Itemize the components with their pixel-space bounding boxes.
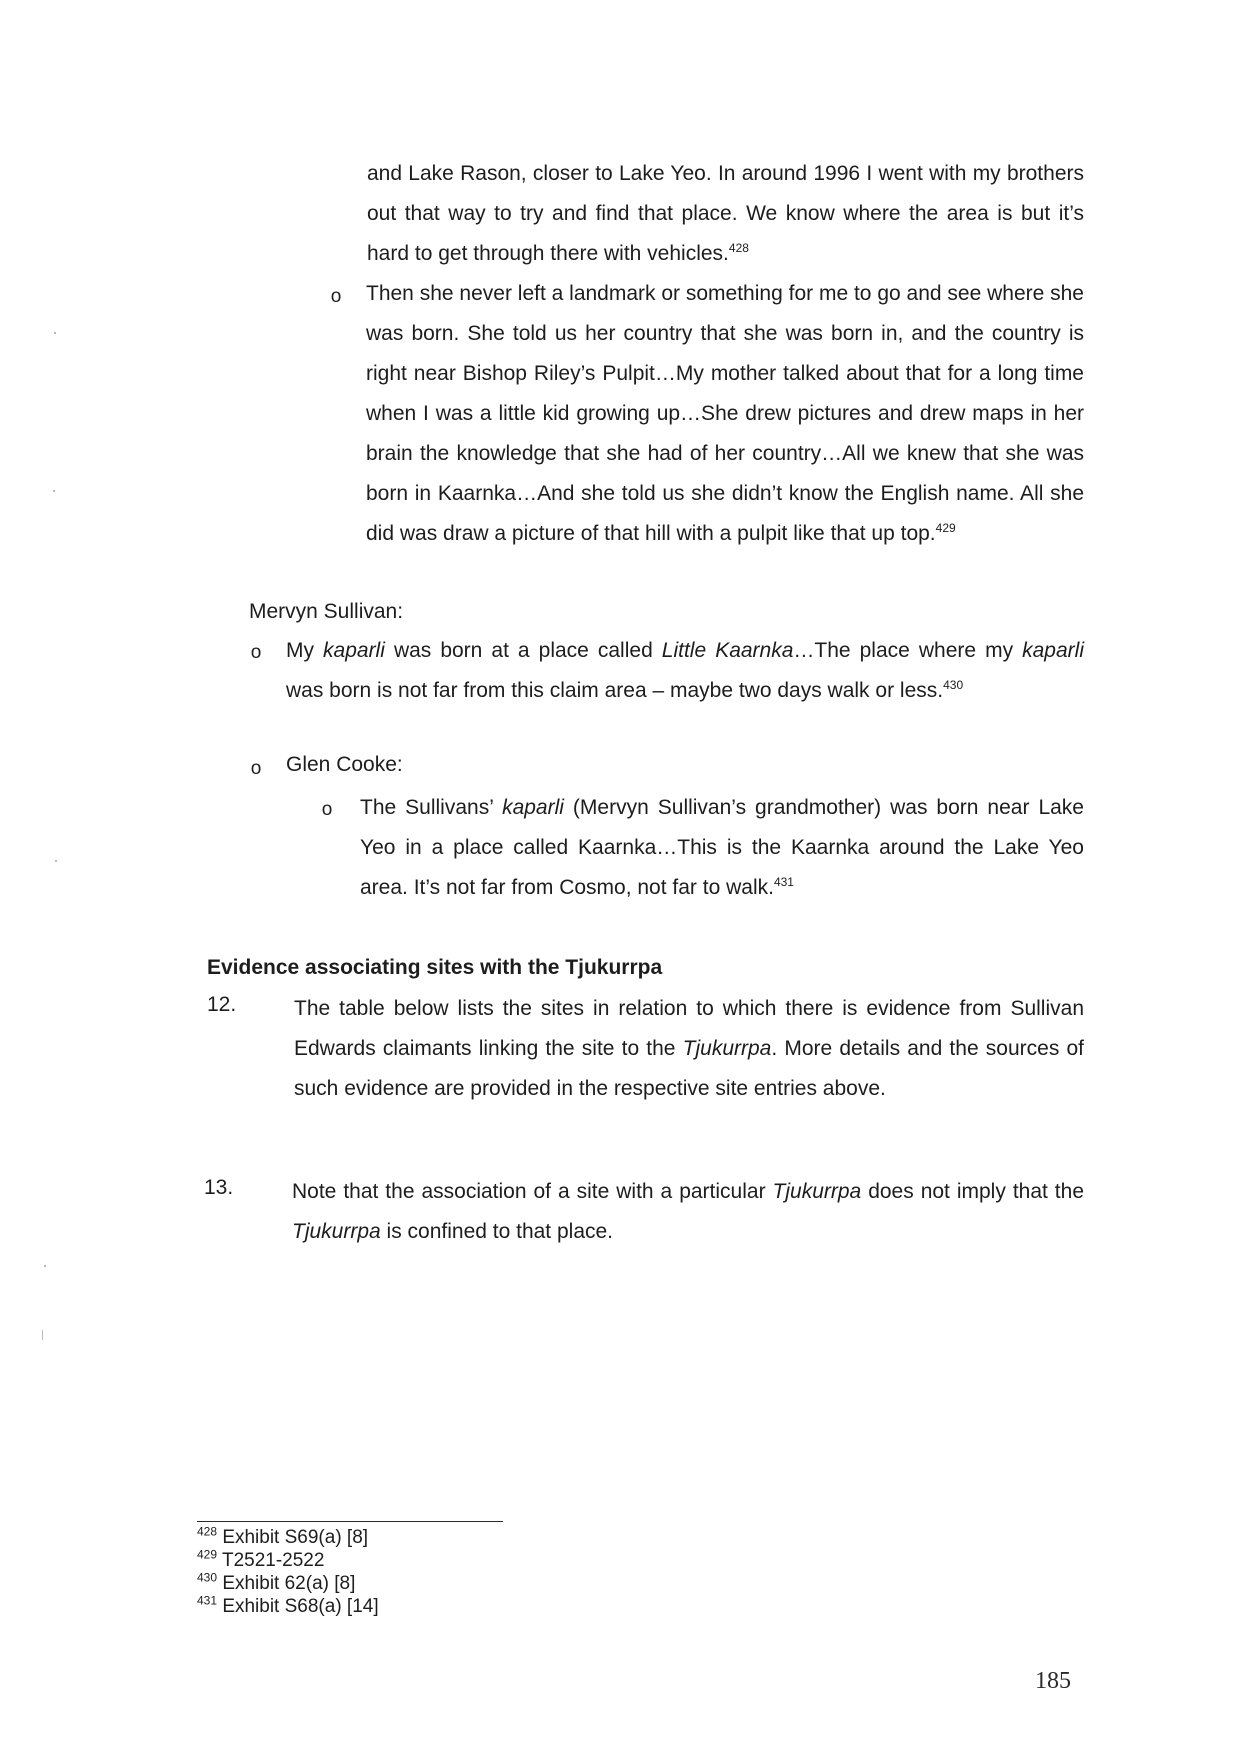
body-text: is confined to that place. <box>380 1220 614 1243</box>
footnote <box>197 1572 355 1595</box>
scan-speck <box>54 332 56 334</box>
footnote-ref[interactable]: 430 <box>943 678 964 692</box>
footnote-ref[interactable]: 428 <box>728 241 749 255</box>
quote-text: was born at a place called <box>384 639 662 662</box>
quote-italic: kaparli <box>502 796 564 819</box>
footnote <box>197 1549 324 1572</box>
quote-italic: Little Kaarnka <box>661 639 794 662</box>
footnote-ref[interactable]: 429 <box>935 521 956 535</box>
footnote-text: Exhibit 62(a) [8] <box>222 1573 356 1594</box>
quote-text: My <box>286 639 324 662</box>
quote-text: …The place where my <box>793 639 1023 662</box>
quote-text: and Lake Rason, closer to Lake Yeo. In around 1996 I went with my brothers out that way to try and find that place. We know where the area is but it’s hard to get through there with vehicles. <box>367 162 1084 265</box>
scan-speck <box>42 1330 43 1340</box>
body-italic: Tjukurrpa <box>292 1220 381 1243</box>
paragraph-12 <box>294 989 1084 1109</box>
footnote-separator <box>197 1521 503 1522</box>
bullet-marker: o <box>321 799 333 820</box>
bullet-marker: o <box>250 642 262 663</box>
body-italic: Tjukurrpa <box>682 1037 772 1060</box>
quote-paragraph-mervyn <box>286 631 1084 711</box>
body-text: Note that the association of a site with a particular <box>292 1180 773 1203</box>
body-italic: Tjukurrpa <box>772 1180 862 1203</box>
footnote-text: Exhibit S68(a) [14] <box>222 1596 379 1617</box>
quote-text: Then she never left a landmark or something for me to go and see where she was born. She told us her country that she was born in, and the country is right near Bishop Riley’s Pulpit…My mother talked about that for a long time when I was a little kid growing up…She drew pictures and drew maps in her brain the knowledge that she had of her country…All we knew that she was born in Kaarnka…And she told us she didn’t know the English name. All she did was draw a picture of that hill with a pulpit like that up top. <box>366 282 1084 545</box>
footnote-ref[interactable]: 431 <box>773 875 794 889</box>
footnote-number: 431 <box>197 1593 218 1608</box>
bullet-marker: o <box>330 286 342 307</box>
scan-speck <box>53 490 55 492</box>
footnote-number: 429 <box>197 1547 218 1562</box>
speaker-label-glen: Glen Cooke: <box>286 753 403 776</box>
quote-text: (Mervyn Sullivan’s grandmother) was born near Lake Yeo in a place called Kaarnka…This is the Kaarnka around the Lake Yeo area. It’s not far from Cosmo, not far to walk. <box>360 796 1084 899</box>
paragraph-number: 12. <box>207 993 237 1016</box>
body-text: The table below lists the sites in relation to which there is evidence from Sullivan Edwards claimants linking the site to the <box>294 997 1084 1060</box>
footnote-text: T2521-2522 <box>221 1550 325 1571</box>
body-text: . More details and the sources of such evidence are provided in the respective site entries above. <box>294 1037 1084 1100</box>
footnote-number: 428 <box>197 1524 218 1539</box>
quote-italic: kaparli <box>1022 639 1084 662</box>
speaker-label-mervyn: Mervyn Sullivan: <box>249 600 404 623</box>
quote-italic: kaparli <box>323 639 385 662</box>
quote-paragraph-glen <box>360 788 1084 908</box>
footnote <box>197 1526 368 1549</box>
scan-speck <box>55 860 57 862</box>
bullet-marker: o <box>250 758 262 779</box>
page-number: 185 <box>1035 1668 1071 1694</box>
section-heading: Evidence associating sites with the Tjukurrpa <box>207 956 663 979</box>
footnote-number: 430 <box>197 1570 218 1585</box>
quote-text: was born is not far from this claim area – maybe two days walk or less. <box>286 679 944 702</box>
scan-speck <box>44 1265 46 1267</box>
body-text: does not imply that the <box>861 1180 1084 1203</box>
quote-text: The Sullivans’ <box>360 796 503 819</box>
footnote <box>197 1595 379 1618</box>
quote-paragraph-mother <box>366 274 1084 554</box>
paragraph-13 <box>292 1172 1084 1252</box>
quote-paragraph-continued <box>367 154 1084 274</box>
paragraph-number: 13. <box>204 1176 234 1199</box>
footnote-text: Exhibit S69(a) [8] <box>222 1527 369 1548</box>
